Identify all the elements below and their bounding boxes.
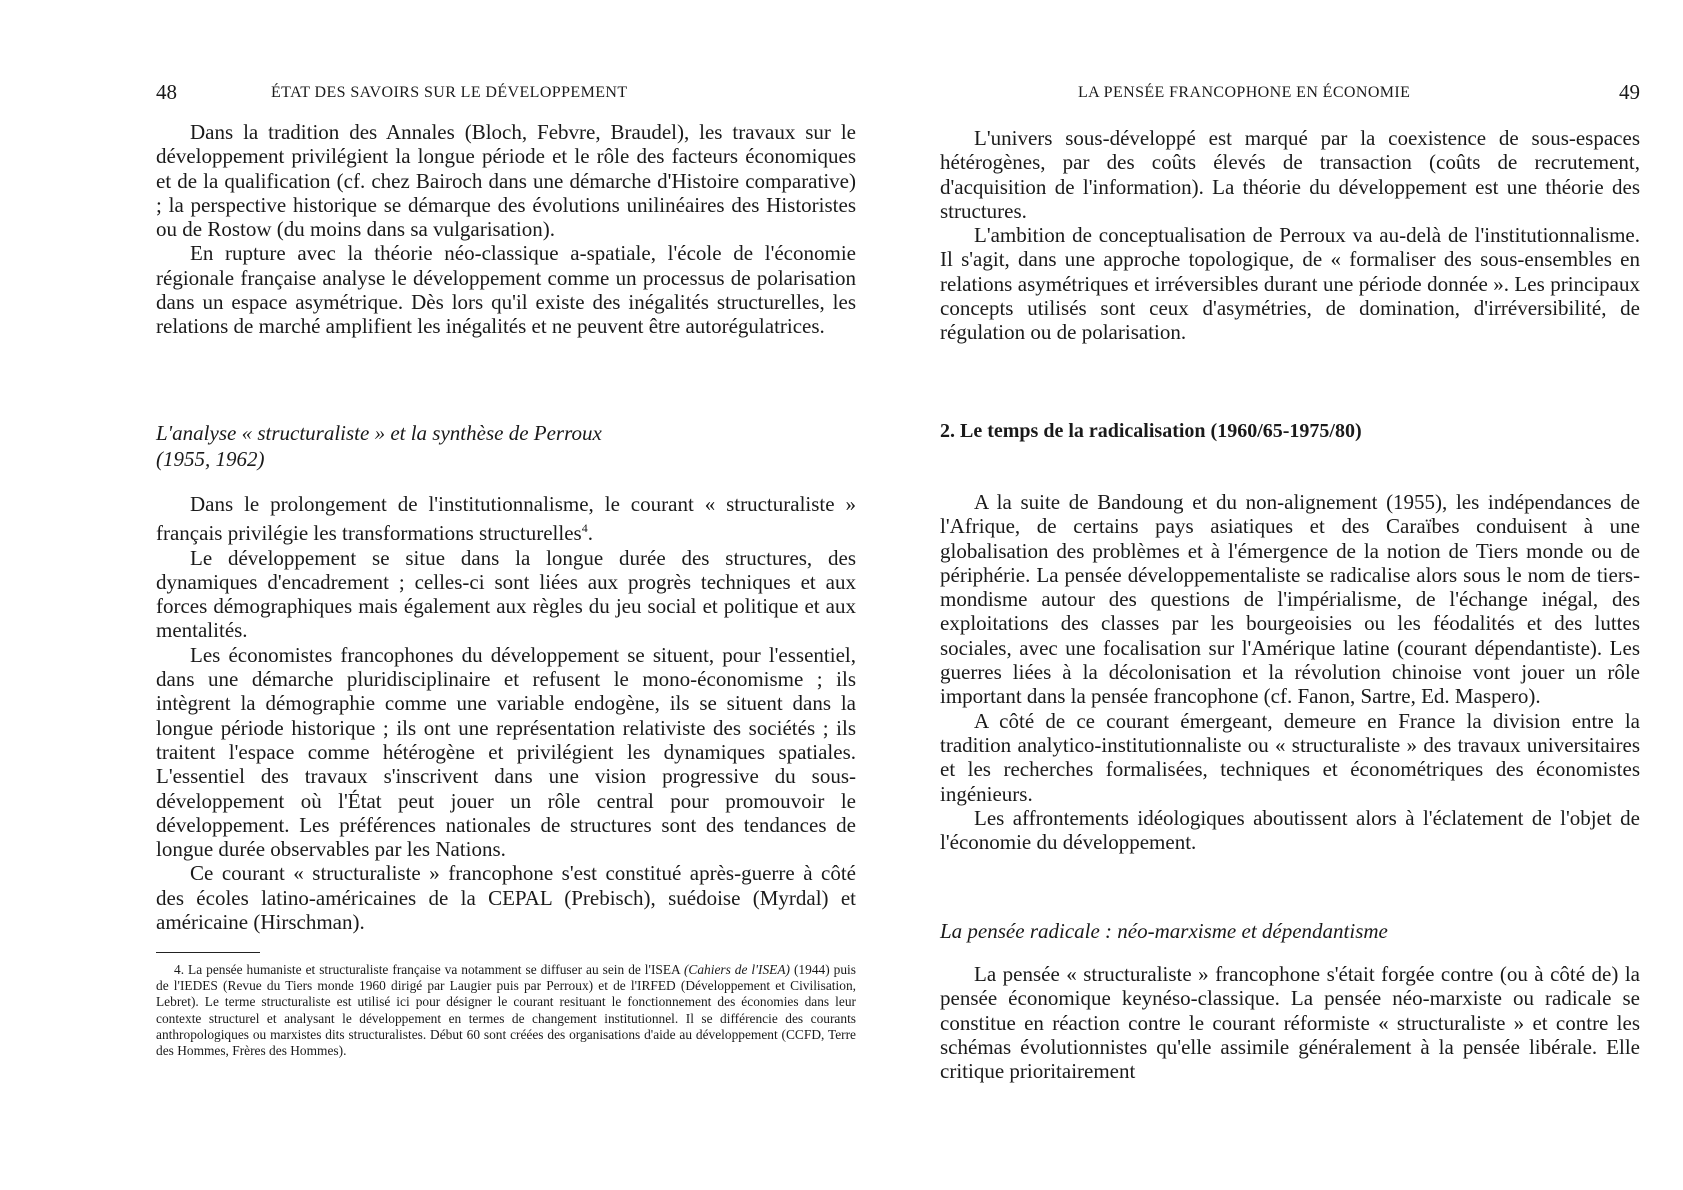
paragraph: La pensée « structuraliste » francophone s'était forgée contre (ou à côté de) la pensée économique keynéso-classique. La pensée néo-marxiste ou radicale se constitue en réaction contre le courant réformiste « structuraliste » et contre les schémas évolutionnistes qu'elle assimile généralement à la pensée libérale. Elle critique prioritairement (940, 962, 1640, 1084)
footnote (156, 962, 856, 1059)
footnote-part: La pensée humaniste et structuraliste française va notamment se diffuser au sein de l'ISEA (188, 962, 680, 977)
paragraph-end: . (587, 521, 593, 546)
text-block-structuralisme (156, 492, 856, 934)
text-block-intro (156, 120, 856, 339)
paragraph: L'ambition de conceptualisation de Perroux va au-delà de l'institutionnalisme. Il s'agit, dans une approche topologique, de « formaliser des sous-ensembles en relations asymétriques et irréversibles durant une période donnée ». Les principaux concepts utilisés sont ceux d'asymétries, de domination, d'irréversibilité, de régulation ou de polarisation. (940, 223, 1640, 345)
paragraph: A la suite de Bandoung et du non-alignement (1955), les indépendances de l'Afrique, de certains pays asiatiques et des Caraïbes conduisent à une globalisation des problèmes et à l'émergence de la notion de Tiers monde ou de périphérie. La pensée développementaliste se radicalise alors sous le nom de tiers-mondisme autour des questions de l'impérialisme, de l'échange inégal, des exploitations des classes par les bourgeoisies ou les féodalités et des luttes sociales, avec une focalisation sur l'Amérique latine (courant dépendantiste). Les guerres liées à la décolonisation et la révolution chinoise vont jouer un rôle important dans la pensée francophone (cf. Fanon, Sartre, Ed. Maspero). (940, 490, 1640, 709)
footnote-reference: 4 (581, 521, 588, 536)
paragraph: Les affrontements idéologiques aboutissent alors à l'éclatement de l'objet de l'économie du développement. (940, 805, 1640, 855)
subsection-heading-radicale (940, 918, 1640, 944)
paragraph: En rupture avec la théorie néo-classique a-spatiale, l'école de l'économie régionale française analyse le développement comme un processus de polarisation dans un espace asymétrique. Dès lors qu'il existe des inégalités structurelles, les relations de marché amplifient les inégalités et ne peuvent être autorégulatrices. (156, 241, 856, 339)
footnote-italic: (Cahiers de l'ISEA) (683, 962, 790, 977)
paragraph (156, 492, 856, 546)
text-block-perroux (940, 126, 1640, 345)
heading-line: La pensée radicale : néo-marxisme et dépendantisme (940, 919, 1388, 943)
paragraph: Les économistes francophones du développement se situent, pour l'essentiel, dans une démarche pluridisciplinaire et refusent le mono-économisme ; ils intègrent la démographie comme une variable endogène, ils se situent dans la longue période historique ; ils ont une représentation relativiste des sociétés ; ils traitent l'espace comme hétérogène et privilégient les dynamiques spatiales. L'essentiel des travaux s'inscrivent dans une vision progressive du sous-développement où l'État peut jouer un rôle central pour promouvoir le développement. Les préférences nationales de structures sont des tendances de longue durée observables par les Nations. (156, 642, 856, 862)
footnote-part: (1944) puis de l'IEDES (Revue du Tiers monde 1960 dirigé par Laugier puis par Perroux) et de l'IRFED (Développement et Civilisation, Lebret). Le terme structuraliste est utilisé ici pour désigner le courant resituant le fonctionnement des économies dans leur contexte structurel et analysant le développement en termes de changement institutionnel. Il se différencie des courants anthropologiques ou marxistes dits structuralistes. Début 60 sont créées des organisations d'aide au développement (CCFD, Terre des Hommes, Frères des Hommes). (156, 962, 856, 1059)
running-head-right (940, 82, 1640, 108)
running-title-left: ÉTAT DES SAVOIRS SUR LE DÉVELOPPEMENT (271, 84, 628, 101)
paragraph: A côté de ce courant émergeant, demeure en France la division entre la tradition analytico-institutionnaliste ou « structuraliste » des travaux universitaires et les recherches formalisées, techniques et économétriques des économistes ingénieurs. (940, 708, 1640, 806)
paragraph-text: Dans le prolongement de l'institutionnalisme, le courant « structuraliste » français privilégie les transformations structurelles (156, 492, 856, 546)
text-block-radicale (940, 962, 1640, 1083)
text-block-radicalisation (940, 490, 1640, 854)
page-number-right: 49 (1619, 80, 1640, 104)
footnote-number: 4. (174, 962, 185, 977)
running-title-right: LA PENSÉE FRANCOPHONE EN ÉCONOMIE (1078, 84, 1411, 101)
paragraph: L'univers sous-développé est marqué par la coexistence de sous-espaces hétérogènes, par des coûts élevés de transaction (coûts de recrutement, d'acquisition de l'information). La théorie du développement est une théorie des structures. (940, 126, 1640, 223)
section-heading-radicalisation (940, 418, 1640, 444)
running-head-left (156, 82, 856, 108)
heading-line: L'analyse « structuraliste » et la synthèse de Perroux (156, 421, 602, 445)
right-page (940, 0, 1640, 1190)
heading-line: (1955, 1962) (156, 447, 265, 471)
subsection-heading-perroux (156, 420, 856, 472)
left-page (156, 0, 856, 1190)
page-number-left: 48 (156, 80, 177, 104)
paragraph: Dans la tradition des Annales (Bloch, Febvre, Braudel), les travaux sur le développement privilégient la longue période et le rôle des facteurs économiques et de la qualification (cf. chez Bairoch dans une démarche d'Histoire comparative) ; la perspective historique se démarque des évolutions unilinéaires des Historistes ou de Rostow (du moins dans sa vulgarisation). (156, 120, 856, 242)
footnote-text (156, 962, 856, 1059)
paragraph: Ce courant « structuraliste » francophone s'est constitué après-guerre à côté des écoles latino-américaines de la CEPAL (Prebisch), suédoise (Myrdal) et américaine (Hirschman). (156, 861, 856, 935)
section-heading: 2. Le temps de la radicalisation (1960/65-1975/80) (940, 420, 1362, 442)
paragraph: Le développement se situe dans la longue durée des structures, des dynamiques d'encadrement ; celles-ci sont liées aux progrès techniques et aux forces démographiques mais également aux règles du jeu social et politique et aux mentalités. (156, 545, 856, 643)
footnote-rule (156, 952, 260, 953)
